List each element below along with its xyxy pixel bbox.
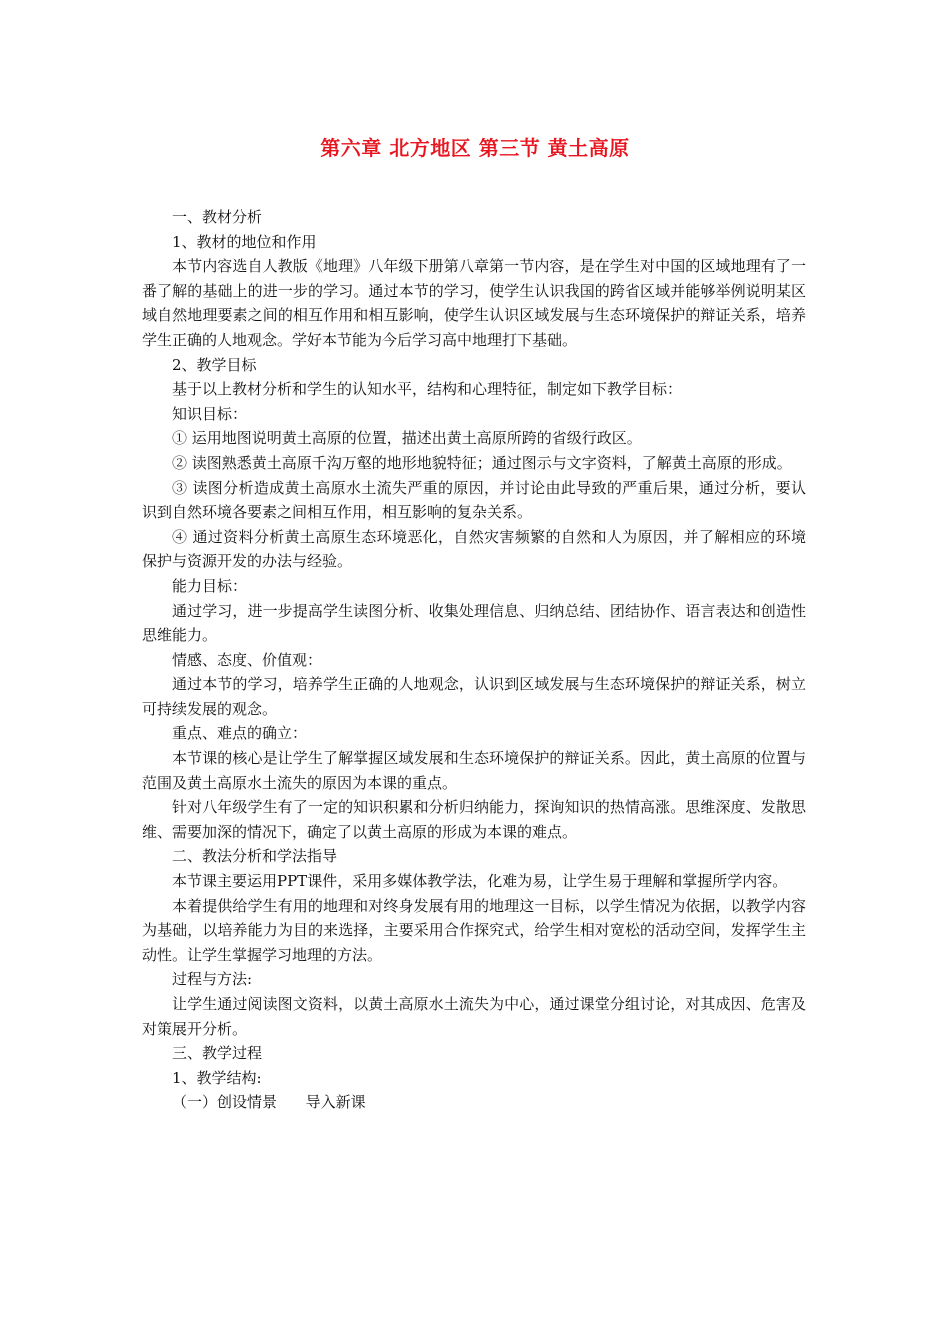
document-body bbox=[142, 205, 806, 1115]
goal-label: 过程与方法: bbox=[172, 970, 253, 989]
body-paragraph: 基于以上教材分析和学生的认知水平，结构和心理特征，制定如下教学目标： bbox=[172, 380, 683, 399]
goal-item: ③ 读图分析造成黄土高原水土流失严重的原因，并讨论由此导致的严重后果，通过分析，要认识到自然环境各要素之间相互作用，相互影响的复杂关系。 bbox=[142, 478, 806, 522]
subsection-heading: （一）创设情景 导入新课 bbox=[172, 1093, 366, 1112]
document-title: 第六章 北方地区 第三节 黄土高原 bbox=[320, 136, 630, 160]
section-heading-1: 一、教材分析 bbox=[172, 208, 263, 226]
subsection-heading: 1、教学结构: bbox=[172, 1068, 262, 1087]
subsection-heading: 2、教学目标 bbox=[172, 355, 257, 374]
goal-label: 能力目标： bbox=[172, 576, 248, 595]
body-paragraph: 本节内容选自人教版《地理》八年级下册第八章第一节内容，是在学生对中国的区域地理有了一番了解的基础上的进一步的学习。通过本节的学习，使学生认识我国的跨省区域并能够举例说明某区域自然地理要素之间的相互作用和相互影响，使学生认识区域发展与生态环境保护的辩证关系，培养学生正确的人地观念。学好本节能为今后学习高中地理打下基础。 bbox=[142, 257, 806, 349]
body-paragraph: 通过本节的学习，培养学生正确的人地观念，认识到区域发展与生态环境保护的辩证关系，树立可持续发展的观念。 bbox=[142, 675, 806, 718]
body-paragraph: 本节课的核心是让学生了解掌握区域发展和生态环境保护的辩证关系。因此，黄土高原的位置与范围及黄土高原水土流失的原因为本课的重点。 bbox=[142, 749, 806, 792]
goal-label: 重点、难点的确立： bbox=[172, 724, 308, 743]
goal-label: 情感、态度、价值观： bbox=[172, 650, 323, 669]
body-paragraph: 针对八年级学生有了一定的知识积累和分析归纳能力，探询知识的热情高涨。思维深度、发散思维、需要加深的情况下，确定了以黄土高原的形成为本课的难点。 bbox=[142, 798, 806, 841]
section-heading-2: 二、教法分析和学法指导 bbox=[172, 847, 338, 866]
body-paragraph: 通过学习，进一步提高学生读图分析、收集处理信息、归纳总结、团结协作、语言表达和创造性思维能力。 bbox=[142, 601, 806, 645]
goal-item: ① 运用地图说明黄土高原的位置，描述出黄土高原所跨的省级行政区。 bbox=[172, 429, 642, 448]
subsection-heading: 1、教材的地位和作用 bbox=[172, 232, 317, 251]
body-paragraph: 让学生通过阅读图文资料，以黄土高原水土流失为中心，通过课堂分组讨论，对其成因、危害及对策展开分析。 bbox=[142, 995, 806, 1038]
goal-label: 知识目标： bbox=[172, 404, 248, 423]
goal-item: ② 读图熟悉黄土高原千沟万壑的地形地貌特征；通过图示与文字资料，了解黄土高原的形成。 bbox=[172, 453, 792, 472]
goal-item: ④ 通过资料分析黄土高原生态环境恶化，自然灾害频繁的自然和人为原因，并了解相应的环境保护与资源开发的办法与经验。 bbox=[142, 527, 806, 571]
body-paragraph: 本节课主要运用PPT课件，采用多媒体教学法，化难为易，让学生易于理解和掌握所学内容。 bbox=[172, 872, 788, 891]
body-paragraph: 本着提供给学生有用的地理和对终身发展有用的地理这一目标，以学生情况为依据，以教学内容为基础，以培养能力为目的来选择，主要采用合作探究式，给学生相对宽松的活动空间，发挥学生主动性。让学生掌握学习地理的方法。 bbox=[142, 896, 806, 964]
section-heading-3: 三、教学过程 bbox=[172, 1044, 263, 1063]
